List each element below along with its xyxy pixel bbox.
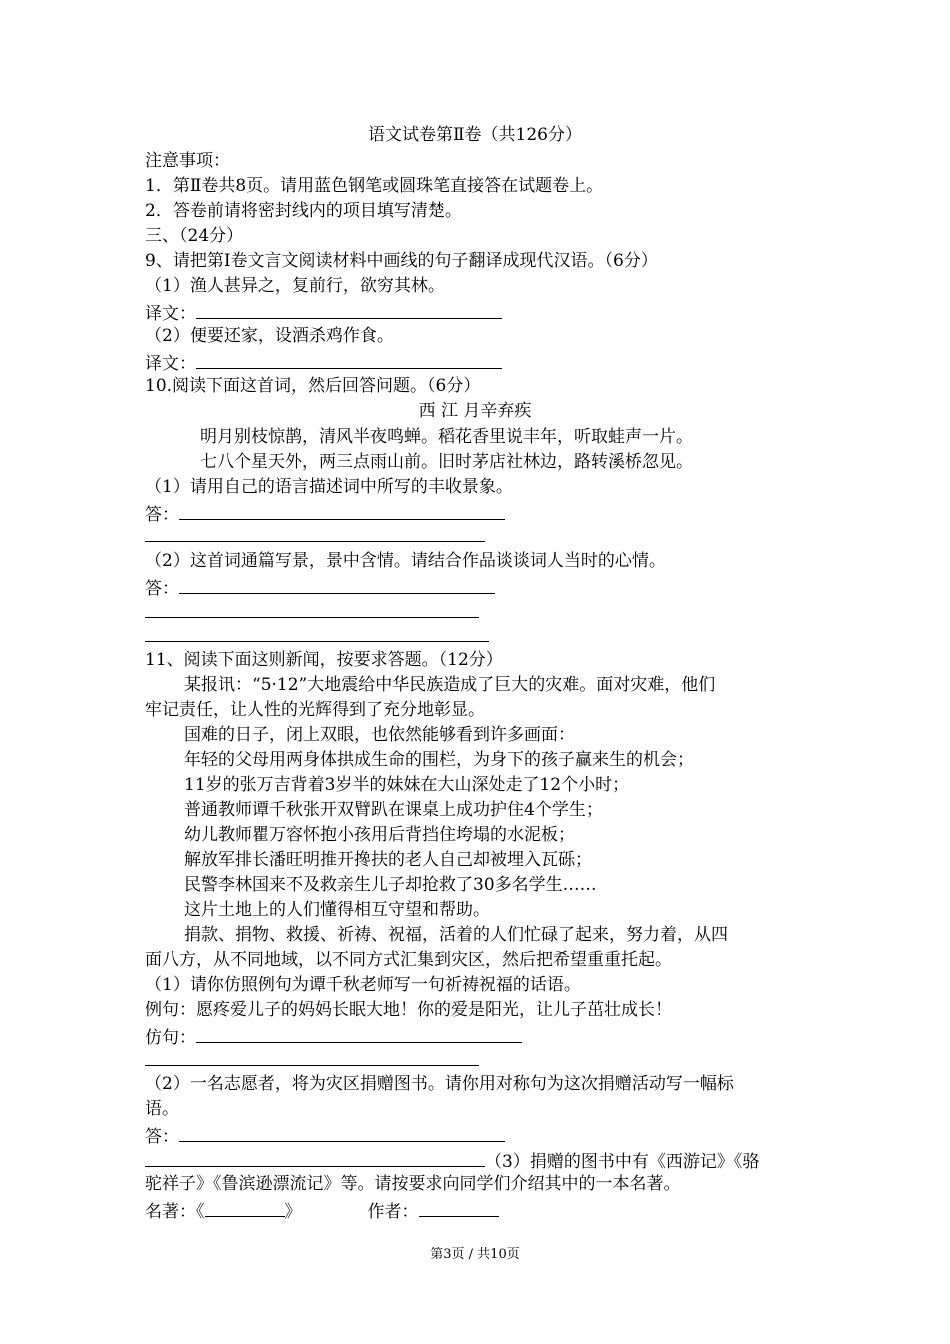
poem-title: 西 江 月辛弃疾 — [418, 401, 532, 421]
answer-label: 答： — [145, 579, 179, 599]
q11-sub-1: （1）请你仿照例句为谭千秋老师写一句祈祷祝福的话语。 — [145, 975, 581, 995]
q9-sentence-2: （2）便要还家，设酒杀鸡作食。 — [145, 326, 394, 346]
q11-imitate-line-2[interactable] — [145, 1065, 479, 1066]
q10-answer-2 — [145, 575, 495, 600]
section-heading: 三、（24分） — [145, 226, 244, 246]
q11-answer-2-blank[interactable] — [179, 1123, 505, 1142]
q10-answer-2-blank[interactable] — [179, 575, 495, 594]
q9-answer-2 — [145, 350, 502, 375]
answer-label: 译文： — [145, 354, 196, 374]
q10-answer-2-line-3[interactable] — [145, 641, 489, 642]
q9-answer-2-blank[interactable] — [196, 350, 502, 369]
news-line-4: 普通教师谭千秋张开双臂趴在课桌上成功护住4个学生； — [184, 800, 603, 820]
q11-imitate-blank[interactable] — [196, 1024, 522, 1043]
news-line-5: 幼儿教师瞿万容怀抱小孩用后背挡住垮塌的水泥板； — [184, 825, 575, 845]
page-footer: 第3页 / 共10页 — [430, 1247, 520, 1262]
q11-book-row — [145, 1198, 499, 1223]
news-line-8: 这片土地上的人们懂得相互守望和帮助。 — [184, 900, 490, 920]
q11-sub-3b: 驼祥子》《鲁滨逊漂流记》等。请按要求向同学们介绍其中的一本名著。 — [145, 1174, 681, 1194]
imitate-label: 仿句： — [145, 1028, 196, 1048]
answer-label: 译文： — [145, 304, 196, 324]
q11-prompt: 11、阅读下面这则新闻，按要求答题。（12分） — [145, 650, 503, 670]
news-line-7: 民警李林国来不及救亲生儿子却抢救了30多名学生…… — [184, 875, 597, 895]
q11-imitate — [145, 1024, 522, 1049]
book-name-blank[interactable] — [205, 1198, 285, 1217]
q11-sub-3a: （3）捐赠的图书中有《西游记》《骆 — [485, 1152, 760, 1172]
news-last-b: 面八方，从不同地域，以不同方式汇集到灾区，然后把希望重重托起。 — [145, 950, 672, 970]
notice-item-1: 1．第Ⅱ卷共8页。请用蓝色钢笔或圆珠笔直接答在试题卷上。 — [145, 176, 604, 196]
news-line-6: 解放军排长潘旺明推开搀扶的老人自己却被埋入瓦砾； — [184, 850, 592, 870]
q10-answer-1-line-2[interactable] — [145, 541, 485, 542]
author-label: 作者： — [367, 1202, 419, 1222]
notice-item-2: 2．答卷前请将密封线内的项目填写清楚。 — [145, 201, 462, 221]
q10-answer-2-line-2[interactable] — [145, 617, 479, 618]
author-blank[interactable] — [419, 1198, 499, 1217]
q10-prompt: 10.阅读下面这首词，然后回答问题。（6分） — [145, 376, 481, 396]
news-line-2: 年轻的父母用两身体拱成生命的围栏，为身下的孩子赢来生的机会； — [184, 750, 694, 770]
q9-prompt: 9、请把第Ⅰ卷文言文阅读材料中画线的句子翻译成现代汉语。（6分） — [145, 251, 658, 271]
q9-sentence-1: （1）渔人甚异之，复前行，欲穷其林。 — [145, 276, 445, 296]
book-close: 》 — [284, 1202, 302, 1222]
poem-line-2: 七八个星天外，两三点雨山前。旧时茅店社林边，路转溪桥忽见。 — [200, 452, 693, 472]
q11-sub-2b: 语。 — [145, 1099, 179, 1119]
q11-sub-2a: （2）一名志愿者，将为灾区捐赠图书。请你用对称句为这次捐赠活动写一幅标 — [145, 1074, 734, 1094]
news-line-3: 11岁的张万吉背着3岁半的妹妹在大山深处走了12个小时； — [184, 775, 630, 795]
q10-sub-2: （2）这首词通篇写景，景中含情。请结合作品谈谈词人当时的心情。 — [145, 551, 666, 571]
answer-label: 答： — [145, 1127, 179, 1147]
q9-answer-1 — [145, 300, 502, 325]
q11-answer-2-line-2[interactable] — [145, 1148, 485, 1167]
q11-example: 例句：愿疼爱儿子的妈妈长眠大地！你的爱是阳光，让儿子茁壮成长！ — [145, 1000, 672, 1020]
q11-sub-3a-line — [145, 1148, 759, 1173]
q9-answer-1-blank[interactable] — [196, 300, 502, 319]
q10-answer-1 — [145, 501, 505, 526]
news-line-1: 国难的日子，闭上双眼，也依然能够看到许多画面： — [184, 725, 575, 745]
poem-line-1: 明月别枝惊鹊，清风半夜鸣蝉。稻花香里说丰年，听取蛙声一片。 — [200, 427, 693, 447]
q10-answer-1-blank[interactable] — [179, 501, 505, 520]
answer-label: 答： — [145, 505, 179, 525]
news-last-a: 捐款、捐物、救援、祈祷、祝福，活着的人们忙碌了起来，努力着，从四 — [184, 925, 728, 945]
news-paragraph-1a: 某报讯：“5·12”大地震给中华民族造成了巨大的灾难。面对灾难，他们 — [184, 675, 716, 695]
news-paragraph-1b: 牢记责任，让人性的光辉得到了充分地彰显。 — [145, 700, 485, 720]
book-label: 名著：《 — [145, 1202, 205, 1222]
q11-answer-2 — [145, 1123, 505, 1148]
page-title: 语文试卷第Ⅱ卷（共126分） — [367, 125, 582, 145]
q10-sub-1: （1）请用自己的语言描述词中所写的丰收景象。 — [145, 477, 513, 497]
notice-heading: 注意事项： — [145, 151, 230, 171]
